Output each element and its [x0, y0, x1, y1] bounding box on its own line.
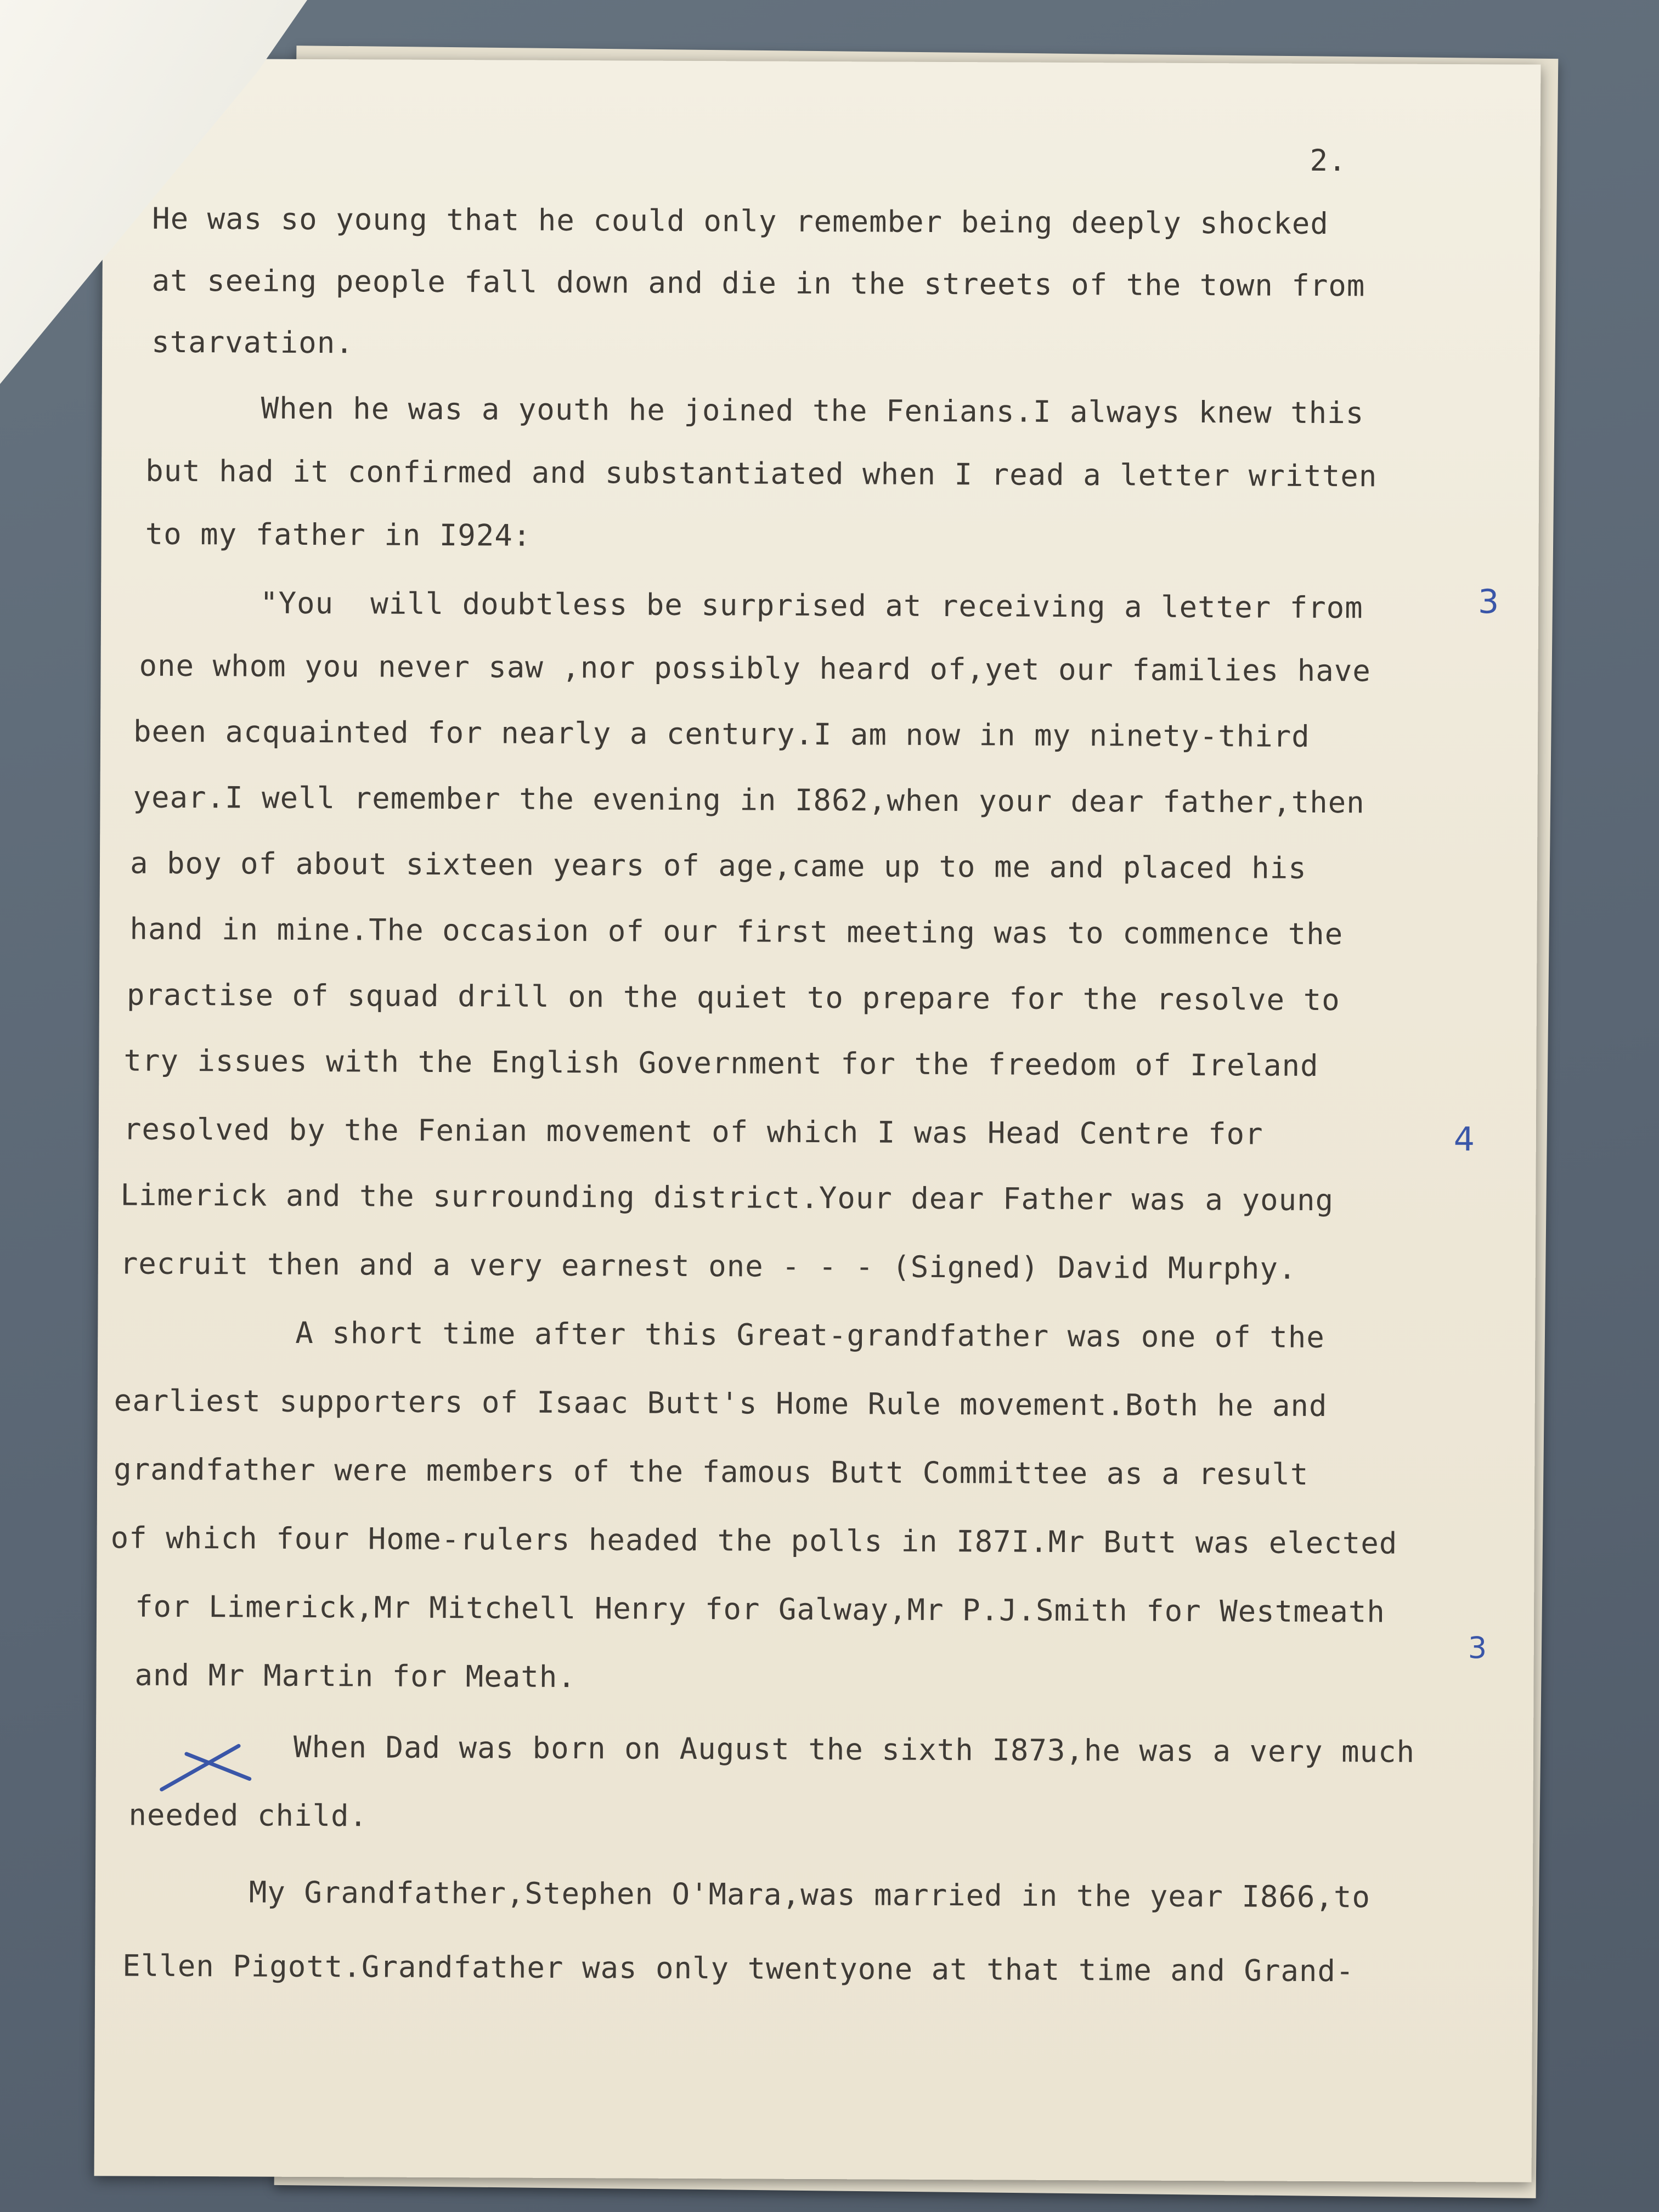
text-line-5: but had it confirmed and substantiated when I read a letter written — [145, 453, 1378, 494]
text-line-13: practise of squad drill on the quiet to prepare for the resolve to — [126, 977, 1340, 1018]
text-line-12: hand in mine.The occasion of our first meeting was to commence the — [129, 911, 1344, 952]
text-line-14: try issues with the English Government for the freedom of Ireland — [123, 1043, 1319, 1083]
text-line-10: year.I well remember the evening in I862,when your dear father,then — [133, 780, 1365, 820]
page-number: 2. — [1310, 143, 1347, 178]
margin-number-4: 4 — [1453, 1120, 1475, 1159]
text-line-4: When he was a youth he joined the Fenians.I always knew this — [261, 391, 1364, 431]
text-line-6: to my father in I924: — [145, 516, 532, 553]
text-line-17: recruit then and a very earnest one - - - (Signed) David Murphy. — [120, 1246, 1297, 1286]
text-line-2: at seeing people fall down and die in the streets of the town from — [151, 263, 1365, 303]
text-line-23: and Mr Martin for Meath. — [134, 1657, 576, 1695]
margin-number-3-bottom: 3 — [1468, 1630, 1487, 1666]
text-line-22: for Limerick,Mr Mitchell Henry for Galway,Mr P.J.Smith for Westmeath — [134, 1589, 1385, 1629]
text-line-11: a boy of about sixteen years of age,came up to me and placed his — [129, 845, 1307, 885]
margin-number-3-top: 3 — [1477, 583, 1499, 622]
text-line-9: been acquainted for nearly a century.I am now in my ninety-third — [133, 714, 1310, 754]
text-line-18: A short time after this Great-grandfather was one of the — [295, 1315, 1325, 1355]
text-line-20: grandfather were members of the famous Butt Committee as a result — [114, 1452, 1309, 1492]
text-line-3: starvation. — [151, 324, 354, 360]
text-line-27: Ellen Pigott.Grandfather was only twentyone at that time and Grand- — [122, 1948, 1355, 1989]
text-line-16: Limerick and the surrounding district.Your dear Father was a young — [120, 1177, 1334, 1218]
text-line-1: He was so young that he could only remember being deeply shocked — [152, 201, 1329, 241]
text-line-7: "You will doubtless be surprised at receiving a letter from — [259, 585, 1363, 625]
text-line-24: When Dad was born on August the sixth I873,he was a very much — [293, 1729, 1415, 1769]
text-line-15: resolved by the Fenian movement of which I was Head Centre for — [123, 1111, 1263, 1152]
text-line-21: of which four Home-rulers headed the polls in I87I.Mr Butt was elected — [110, 1520, 1398, 1561]
text-line-8: one whom you never saw ,nor possibly heard of,yet our families have — [139, 648, 1371, 689]
typed-page — [94, 58, 1541, 2182]
text-line-19: earliest supporters of Isaac Butt's Home Rule movement.Both he and — [114, 1383, 1328, 1424]
text-line-25: needed child. — [128, 1797, 368, 1833]
pen-cross-mark — [156, 1732, 256, 1798]
text-line-26: My Grandfather,Stephen O'Mara,was married in the year I866,to — [249, 1875, 1371, 1915]
